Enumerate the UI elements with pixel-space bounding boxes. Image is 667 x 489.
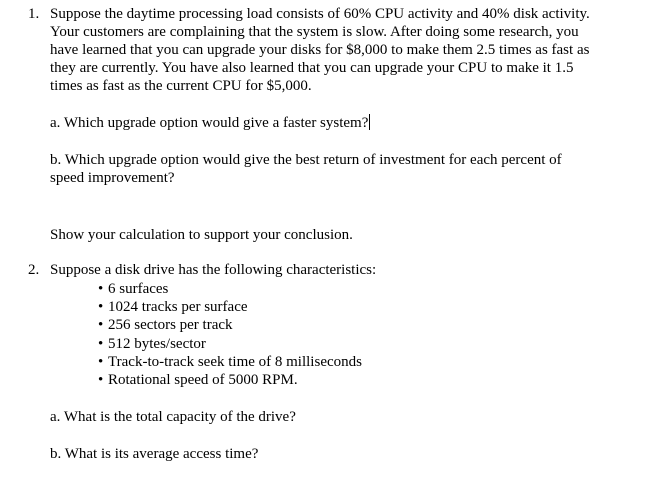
question-1-part-a-text: a. Which upgrade option would give a faster system? (50, 115, 369, 131)
bullet-icon: • (98, 299, 104, 315)
text-cursor (369, 114, 370, 130)
question-1-number: 1. (28, 6, 40, 22)
question-1-part-b-line: speed improvement? (50, 170, 175, 186)
question-1-text-line: have learned that you can upgrade your disks for $8,000 to make them 2.5 times as fast as (50, 42, 590, 58)
list-item: 6 surfaces (108, 281, 169, 297)
question-2-intro: Suppose a disk drive has the following characteristics: (50, 262, 377, 278)
question-1-instruction: Show your calculation to support your conclusion. (50, 227, 353, 243)
question-1-part-a[interactable] (50, 114, 370, 132)
question-2-part-b: b. What is its average access time? (50, 446, 259, 462)
bullet-icon: • (98, 317, 104, 333)
list-item: Track-to-track seek time of 8 milliseconds (108, 354, 362, 370)
question-1-text-line: Suppose the daytime processing load consists of 60% CPU activity and 40% disk activity. (50, 6, 590, 22)
list-item: 1024 tracks per surface (108, 299, 248, 315)
list-item: 256 sectors per track (108, 317, 233, 333)
question-1-part-b-line: b. Which upgrade option would give the best return of investment for each percent of (50, 152, 562, 168)
question-1-text-line: they are currently. You have also learned that you can upgrade your CPU to make it 1.5 (50, 60, 574, 76)
question-1-text-line: Your customers are complaining that the system is slow. After doing some research, you (50, 24, 579, 40)
list-item: 512 bytes/sector (108, 336, 206, 352)
bullet-icon: • (98, 354, 104, 370)
bullet-icon: • (98, 372, 104, 388)
question-2-part-a: a. What is the total capacity of the drive? (50, 409, 296, 425)
question-1-text-line: times as fast as the current CPU for $5,000. (50, 78, 312, 94)
list-item: Rotational speed of 5000 RPM. (108, 372, 298, 388)
bullet-icon: • (98, 336, 104, 352)
bullet-icon: • (98, 281, 104, 297)
question-2-number: 2. (28, 262, 40, 278)
